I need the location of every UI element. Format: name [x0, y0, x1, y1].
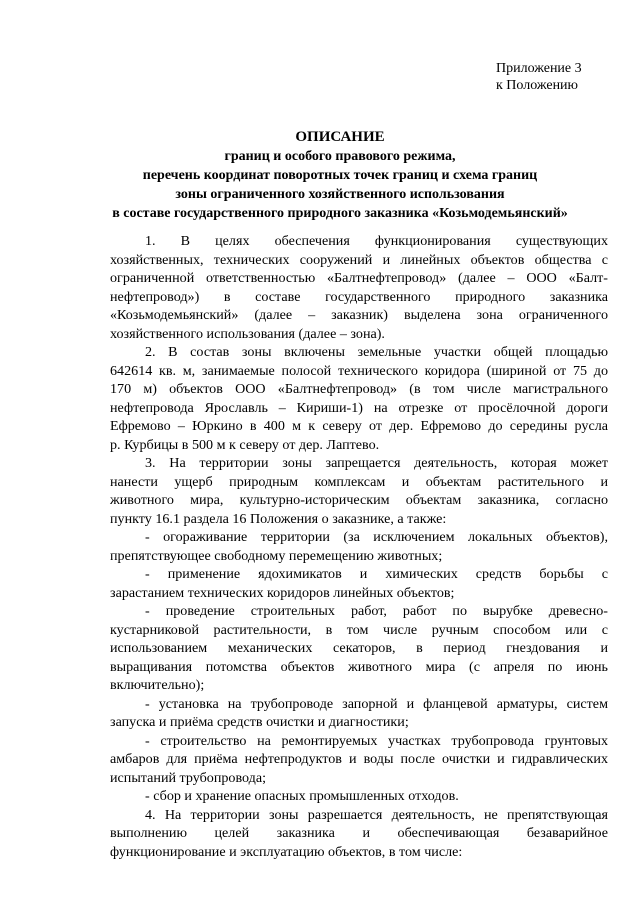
title-line: границ и особого правового режима, — [224, 149, 456, 164]
text-line: 3. На территории зоны запрещается деятельность, которая может — [145, 455, 608, 471]
text-line: 642614 кв. м, занимаемые полосой технического коридора (шириной от 75 до — [110, 362, 608, 379]
title-line: зоны ограниченного хозяйственного использования — [175, 187, 505, 202]
text-line: - огораживание территории (за исключением локальных объектов), — [145, 529, 608, 545]
text-line: запуска и приёма средств очистки и диагностики; — [110, 714, 409, 730]
paragraph-2 — [110, 343, 608, 454]
text-line: - применение ядохимикатов и химических средств борьбы с — [145, 566, 608, 582]
text-line: функционирование и эксплуатацию объектов, в том числе: — [110, 843, 463, 860]
text-line: препятствующее свободному перемещению животных; — [110, 547, 443, 564]
text-line: р. Курбицы в 500 м к северу от дер. Лаптево. — [110, 436, 380, 453]
text-line: - сбор и хранение опасных промышленных отходов. — [145, 788, 459, 804]
paragraph-4 — [110, 806, 608, 862]
text-line: 1. В целях обеспечения функционирования существующих — [145, 233, 608, 249]
text-line: кустарниковой растительности, в том числе ручным способом или с — [110, 621, 608, 638]
title-line: в составе государственного природного заказника «Козьмодемьянский» — [112, 206, 568, 221]
text-line: животного мира, культурно-историческим объектам заказника, согласно — [110, 492, 608, 508]
text-line: - установка на трубопроводе запорной и фланцевой арматуры, систем — [145, 695, 608, 712]
document-title — [70, 128, 610, 223]
paragraph-1 — [110, 232, 608, 343]
appendix-number: Приложение 3 — [496, 61, 582, 76]
text-line: 2. В состав зоны включены земельные участки общей площадью — [145, 344, 608, 360]
text-line: 4. На территории зоны разрешается деятельность, не препятствующая — [145, 806, 608, 823]
text-line: нанести ущерб природным комплексам и объектам растительного и — [110, 473, 608, 490]
list-item-valves — [110, 695, 608, 732]
text-line: 170 м) объектов ООО «Балтнефтепровод» (в том числе магистрального — [110, 381, 608, 397]
text-line: ограниченной ответственностью «Балтнефтепровод» (далее – ООО «Балт- — [110, 270, 608, 286]
text-line: испытаний трубопровода; — [110, 769, 266, 786]
paragraph-3 — [110, 454, 608, 528]
list-item-fencing — [110, 528, 608, 565]
document-body — [110, 232, 608, 861]
appendix-label — [496, 60, 582, 94]
text-line: - проведение строительных работ, работ по вырубке древесно- — [145, 603, 608, 619]
text-line: Ефремово – Юркино в 400 м к северу от дер. Ефремово до середины русла — [110, 418, 608, 434]
text-line: - строительство на ремонтируемых участках трубопровода грунтовых — [145, 732, 608, 749]
title-heading: ОПИСАНИЕ — [295, 129, 385, 145]
list-item-waste — [110, 787, 608, 806]
text-line: использованием механических секаторов, в период гнездования и — [110, 640, 608, 656]
text-line: зарастанием технических коридоров линейных объектов; — [110, 584, 455, 601]
text-line: хозяйственных, технических сооружений и линейных объектов общества с — [110, 251, 608, 268]
title-line: перечень координат поворотных точек границ и схема границ — [142, 168, 538, 183]
text-line: выполнению целей заказника и обеспечивающая безаварийное — [110, 825, 608, 841]
list-item-construction — [110, 602, 608, 695]
list-item-barns — [110, 732, 608, 788]
text-line: хозяйственного использования (далее – зона). — [110, 325, 385, 342]
text-line: включительно); — [110, 677, 205, 693]
text-line: амбаров для приёма нефтепродуктов и воды после очистки и гидравлических — [110, 751, 608, 767]
text-line: выращивания потомства объектов животного мира (с апреля по июнь — [110, 658, 608, 675]
text-line: «Козьмодемьянский» (далее – заказник) выделена зона ограниченного — [110, 307, 608, 323]
text-line: нефтепровода Ярославль – Кириши-1) на отрезке от просёлочной дороги — [110, 399, 608, 416]
text-line: нефтепровод») в составе государственного природного заказника — [110, 288, 608, 305]
appendix-reference: к Положению — [496, 78, 579, 93]
list-item-chemicals — [110, 565, 608, 602]
text-line: пункту 16.1 раздела 16 Положения о заказнике, а также: — [110, 510, 447, 527]
